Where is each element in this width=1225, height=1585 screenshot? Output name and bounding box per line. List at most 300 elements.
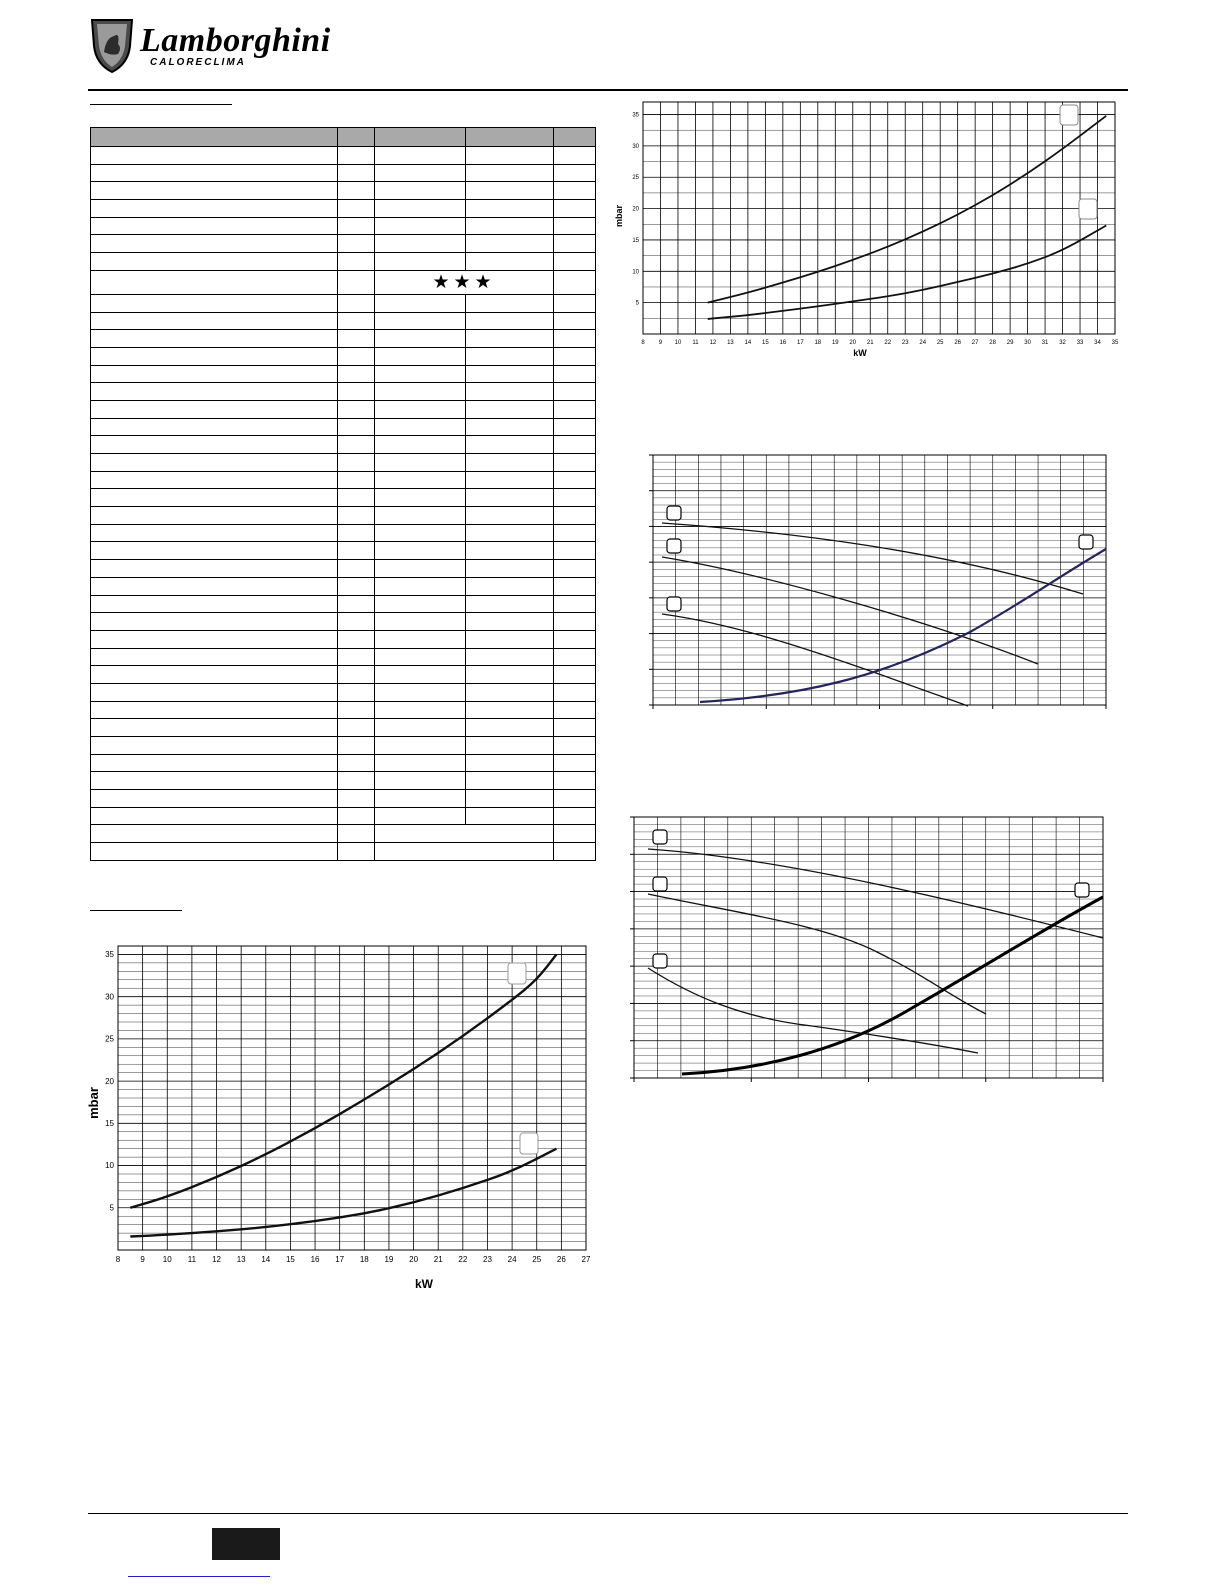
curve-marker-resistance <box>1079 535 1093 549</box>
table-cell <box>338 807 375 825</box>
table-row <box>91 400 596 418</box>
table-cell <box>91 312 338 330</box>
table-cell <box>554 235 596 253</box>
x-tick-label: 14 <box>744 340 752 346</box>
table-cell <box>554 701 596 719</box>
table-cell <box>554 542 596 560</box>
x-tick-label: 11 <box>187 1255 197 1264</box>
table-cell <box>338 790 375 808</box>
x-tick-label: 22 <box>458 1255 468 1264</box>
x-tick-label: 27 <box>581 1255 591 1264</box>
table-cell <box>466 683 554 701</box>
table-cell <box>91 825 338 843</box>
table-cell <box>338 648 375 666</box>
curve-marker-a <box>1060 105 1078 125</box>
table-row <box>91 489 596 507</box>
table-cell <box>466 235 554 253</box>
series-line-1 <box>708 116 1107 303</box>
table-cell <box>91 182 338 200</box>
table-cell <box>554 253 596 271</box>
table-cell <box>338 365 375 383</box>
table-cell <box>375 253 466 271</box>
table-cell <box>466 383 554 401</box>
table-cell <box>466 666 554 684</box>
table-cell <box>466 524 554 542</box>
table-cell <box>338 330 375 348</box>
table-cell <box>91 560 338 578</box>
table-cell <box>375 719 466 737</box>
table-row <box>91 754 596 772</box>
table-cell <box>466 400 554 418</box>
x-tick-label: 17 <box>796 340 804 346</box>
table-cell <box>554 200 596 218</box>
y-tick-label: 30 <box>105 992 114 1002</box>
table-row <box>91 790 596 808</box>
x-tick-label: 15 <box>762 340 769 346</box>
table-cell <box>338 772 375 790</box>
x-tick-label: 25 <box>936 340 944 346</box>
x-tick-label: 18 <box>814 340 822 346</box>
table-cell <box>91 347 338 365</box>
table-cell <box>375 235 466 253</box>
table-row <box>91 542 596 560</box>
table-row <box>91 200 596 218</box>
table-cell <box>554 666 596 684</box>
table-row <box>91 843 596 861</box>
x-tick-label: 10 <box>674 340 682 346</box>
table-cell <box>375 630 466 648</box>
pump-head-chart <box>640 450 1115 715</box>
x-tick-label: 14 <box>261 1255 271 1264</box>
x-tick-label: 11 <box>692 340 699 346</box>
table-cell <box>554 613 596 631</box>
table-cell <box>554 595 596 613</box>
pump-curve-high <box>648 849 1103 938</box>
table-cell <box>554 507 596 525</box>
table-cell <box>338 128 375 147</box>
x-tick-label: 21 <box>866 340 874 346</box>
table-cell <box>338 507 375 525</box>
table-cell <box>375 347 466 365</box>
table-cell <box>91 294 338 312</box>
table-cell <box>375 595 466 613</box>
table-cell <box>466 164 554 182</box>
table-cell <box>466 489 554 507</box>
table-cell <box>375 648 466 666</box>
table-cell <box>338 737 375 755</box>
table-cell <box>554 489 596 507</box>
footer-link-underline[interactable] <box>128 1576 270 1577</box>
table-cell <box>338 182 375 200</box>
x-tick-label: 25 <box>532 1255 542 1264</box>
x-tick-label: 20 <box>849 340 857 346</box>
pump-curve-low <box>662 614 968 706</box>
table-row <box>91 648 596 666</box>
table-cell <box>338 524 375 542</box>
curve-marker-resistance <box>1075 883 1089 897</box>
table-cell <box>338 577 375 595</box>
x-tick-label: 16 <box>310 1255 320 1264</box>
table-cell <box>554 577 596 595</box>
x-tick-label: 12 <box>709 340 717 346</box>
table-cell <box>338 843 375 861</box>
table-cell <box>91 507 338 525</box>
table-cell <box>338 471 375 489</box>
table-cell <box>466 347 554 365</box>
table-cell <box>338 560 375 578</box>
circuit-resistance-curve <box>682 897 1103 1074</box>
page-number-box <box>212 1528 280 1560</box>
table-cell <box>466 701 554 719</box>
table-row <box>91 683 596 701</box>
table-cell <box>554 182 596 200</box>
table-cell <box>466 754 554 772</box>
table-cell <box>91 436 338 454</box>
x-tick-label: 13 <box>727 340 734 346</box>
y-tick-label: 10 <box>105 1161 114 1171</box>
table-cell <box>466 217 554 235</box>
table-cell <box>554 807 596 825</box>
table-cell <box>466 312 554 330</box>
table-cell <box>338 400 375 418</box>
table-cell <box>375 507 466 525</box>
table-row <box>91 807 596 825</box>
table-cell <box>91 701 338 719</box>
header-rule <box>88 89 1128 91</box>
table-cell <box>91 270 338 294</box>
y-tick-label: 35 <box>632 112 639 119</box>
table-row <box>91 524 596 542</box>
table-row <box>91 719 596 737</box>
table-cell <box>91 737 338 755</box>
table-cell <box>91 200 338 218</box>
table-cell <box>91 164 338 182</box>
x-tick-label: 31 <box>1041 340 1049 346</box>
table-cell <box>91 524 338 542</box>
y-tick-label: 25 <box>105 1034 114 1044</box>
table-cell <box>375 217 466 235</box>
table-cell <box>91 383 338 401</box>
table-cell <box>91 719 338 737</box>
footer-rule <box>88 1513 1128 1514</box>
table-cell <box>338 383 375 401</box>
table-cell <box>375 613 466 631</box>
table-cell <box>466 719 554 737</box>
table-cell <box>91 147 338 165</box>
table-cell <box>554 270 596 294</box>
pump-head-chart-2 <box>622 812 1117 1092</box>
x-tick-label: 33 <box>1076 340 1084 346</box>
table-cell <box>375 400 466 418</box>
table-row <box>91 312 596 330</box>
energy-rating-stars: ★★★ <box>432 271 496 293</box>
table-row <box>91 270 596 294</box>
table-cell <box>338 217 375 235</box>
table-cell <box>466 147 554 165</box>
table-cell <box>338 489 375 507</box>
table-cell <box>554 383 596 401</box>
curve-marker-a <box>508 963 526 984</box>
x-tick-label: 23 <box>901 340 909 346</box>
section-heading-rule <box>90 104 232 105</box>
table-cell <box>91 418 338 436</box>
table-cell <box>91 843 338 861</box>
table-cell <box>338 595 375 613</box>
x-tick-label: 35 <box>1111 340 1119 346</box>
table-cell <box>375 182 466 200</box>
table-cell <box>375 489 466 507</box>
x-tick-label: 9 <box>140 1255 145 1264</box>
shield-icon <box>88 14 136 74</box>
curve-marker-b <box>1079 199 1097 219</box>
table-cell <box>375 128 466 147</box>
curve-marker-3 <box>653 830 667 844</box>
table-cell <box>91 471 338 489</box>
table-cell <box>466 253 554 271</box>
x-tick-label: 10 <box>162 1255 172 1264</box>
x-tick-label: 27 <box>971 340 979 346</box>
series-line-2 <box>130 1149 556 1237</box>
x-tick-label: 34 <box>1094 340 1101 346</box>
table-row <box>91 737 596 755</box>
x-tick-label: 30 <box>1024 340 1031 346</box>
table-row <box>91 613 596 631</box>
table-cell <box>466 630 554 648</box>
table-cell <box>375 418 466 436</box>
curve-marker-b <box>520 1133 538 1154</box>
x-tick-label: 22 <box>884 340 892 346</box>
table-cell <box>338 701 375 719</box>
table-row <box>91 253 596 271</box>
table-cell <box>338 312 375 330</box>
table-cell <box>466 418 554 436</box>
x-tick-label: 15 <box>285 1255 295 1264</box>
table-cell <box>375 772 466 790</box>
table-cell <box>375 790 466 808</box>
table-cell <box>91 400 338 418</box>
table-row <box>91 147 596 165</box>
table-cell <box>554 347 596 365</box>
x-tick-label: 23 <box>483 1255 492 1264</box>
table-row <box>91 666 596 684</box>
table-cell <box>375 560 466 578</box>
table-cell <box>338 825 375 843</box>
table-cell <box>466 200 554 218</box>
table-cell <box>91 330 338 348</box>
table-cell <box>554 719 596 737</box>
x-tick-label: 8 <box>115 1255 121 1264</box>
y-tick-label: 15 <box>105 1119 114 1128</box>
table-cell <box>375 270 554 294</box>
table-row <box>91 772 596 790</box>
table-cell <box>375 542 466 560</box>
table-cell <box>91 666 338 684</box>
table-cell <box>554 436 596 454</box>
table-cell <box>466 436 554 454</box>
table-row <box>91 347 596 365</box>
y-tick-label: 20 <box>105 1076 114 1086</box>
table-cell <box>554 164 596 182</box>
table-cell <box>375 825 554 843</box>
table-cell <box>554 560 596 578</box>
table-cell <box>375 383 466 401</box>
table-cell <box>375 807 466 825</box>
table-cell <box>466 454 554 472</box>
table-cell <box>466 790 554 808</box>
table-row <box>91 595 596 613</box>
table-cell <box>375 683 466 701</box>
brand-subname: CALORECLIMA <box>150 57 246 68</box>
table-cell <box>338 270 375 294</box>
table-cell <box>554 772 596 790</box>
table-cell <box>466 471 554 489</box>
table-cell <box>338 613 375 631</box>
table-cell <box>554 128 596 147</box>
table-row <box>91 294 596 312</box>
chart-xlabel: kW <box>853 348 867 358</box>
table-cell <box>466 542 554 560</box>
curve-marker-3 <box>667 506 681 520</box>
x-tick-label: 21 <box>433 1255 443 1264</box>
curve-marker-2 <box>667 539 681 553</box>
table-cell <box>375 164 466 182</box>
table-cell <box>91 648 338 666</box>
table-cell <box>375 454 466 472</box>
table-cell <box>466 807 554 825</box>
table-row <box>91 383 596 401</box>
table-cell <box>554 683 596 701</box>
table-cell <box>91 235 338 253</box>
x-tick-label: 19 <box>384 1255 394 1264</box>
table-cell <box>91 772 338 790</box>
table-cell <box>554 471 596 489</box>
x-tick-label: 26 <box>556 1255 566 1264</box>
table-cell <box>554 400 596 418</box>
table-row <box>91 471 596 489</box>
table-cell <box>375 147 466 165</box>
table-cell <box>554 825 596 843</box>
x-tick-label: 17 <box>335 1255 345 1264</box>
table-cell <box>554 365 596 383</box>
table-cell <box>466 737 554 755</box>
table-cell <box>375 294 466 312</box>
pressure-drop-chart-top <box>612 96 1122 364</box>
table-cell <box>338 436 375 454</box>
table-cell <box>338 418 375 436</box>
brand-name: Lamborghini <box>140 22 331 59</box>
table-cell <box>91 217 338 235</box>
table-row <box>91 164 596 182</box>
table-header-row <box>91 128 596 147</box>
table-cell <box>91 128 338 147</box>
table-cell <box>91 630 338 648</box>
table-cell <box>554 524 596 542</box>
table-row <box>91 436 596 454</box>
table-cell <box>375 330 466 348</box>
table-cell <box>466 577 554 595</box>
table-cell <box>338 542 375 560</box>
table-row <box>91 235 596 253</box>
table-cell <box>338 294 375 312</box>
table-cell <box>554 330 596 348</box>
x-tick-label: 13 <box>236 1255 246 1264</box>
table-row <box>91 454 596 472</box>
x-tick-label: 8 <box>641 340 645 346</box>
x-tick-label: 18 <box>359 1255 369 1264</box>
table-cell <box>466 595 554 613</box>
table-row <box>91 825 596 843</box>
table-cell <box>554 147 596 165</box>
table-cell <box>554 790 596 808</box>
table-cell <box>338 630 375 648</box>
y-tick-label: 10 <box>632 269 639 276</box>
table-row <box>91 630 596 648</box>
technical-data-table <box>90 127 596 861</box>
table-cell <box>375 701 466 719</box>
x-tick-label: 24 <box>507 1255 517 1264</box>
table-cell <box>91 613 338 631</box>
table-row <box>91 365 596 383</box>
table-cell <box>91 542 338 560</box>
y-tick-label: 5 <box>109 1203 114 1213</box>
x-tick-label: 9 <box>658 340 663 346</box>
table-cell <box>91 790 338 808</box>
table-cell <box>338 164 375 182</box>
table-cell <box>91 489 338 507</box>
table-cell <box>554 294 596 312</box>
x-tick-label: 19 <box>831 340 839 346</box>
table-cell <box>554 737 596 755</box>
table-row <box>91 577 596 595</box>
x-tick-label: 24 <box>919 340 927 346</box>
table-row <box>91 560 596 578</box>
table-cell <box>554 217 596 235</box>
table-cell <box>375 666 466 684</box>
table-cell <box>466 128 554 147</box>
table-cell <box>91 577 338 595</box>
y-tick-label: 30 <box>632 143 639 150</box>
table-cell <box>375 312 466 330</box>
table-cell <box>338 347 375 365</box>
table-cell <box>375 524 466 542</box>
table-cell <box>375 577 466 595</box>
table-cell <box>91 454 338 472</box>
table-cell <box>338 454 375 472</box>
table-cell <box>338 683 375 701</box>
x-tick-label: 20 <box>409 1255 419 1264</box>
table-cell <box>375 737 466 755</box>
curve-marker-1 <box>667 597 681 611</box>
table-cell <box>466 560 554 578</box>
curve-marker-1 <box>653 954 667 968</box>
table-cell <box>375 471 466 489</box>
table-cell <box>375 436 466 454</box>
table-cell <box>554 418 596 436</box>
table-cell <box>554 454 596 472</box>
circuit-resistance-curve <box>700 549 1106 702</box>
x-tick-label: 28 <box>989 340 996 346</box>
table-cell <box>338 666 375 684</box>
table-cell <box>466 365 554 383</box>
table-cell <box>91 253 338 271</box>
table-cell <box>466 182 554 200</box>
pressure-drop-chart-bottom <box>88 940 598 1300</box>
table-cell <box>554 754 596 772</box>
table-cell <box>466 648 554 666</box>
y-tick-label: 25 <box>632 175 639 182</box>
table-cell <box>338 253 375 271</box>
table-cell <box>375 754 466 772</box>
